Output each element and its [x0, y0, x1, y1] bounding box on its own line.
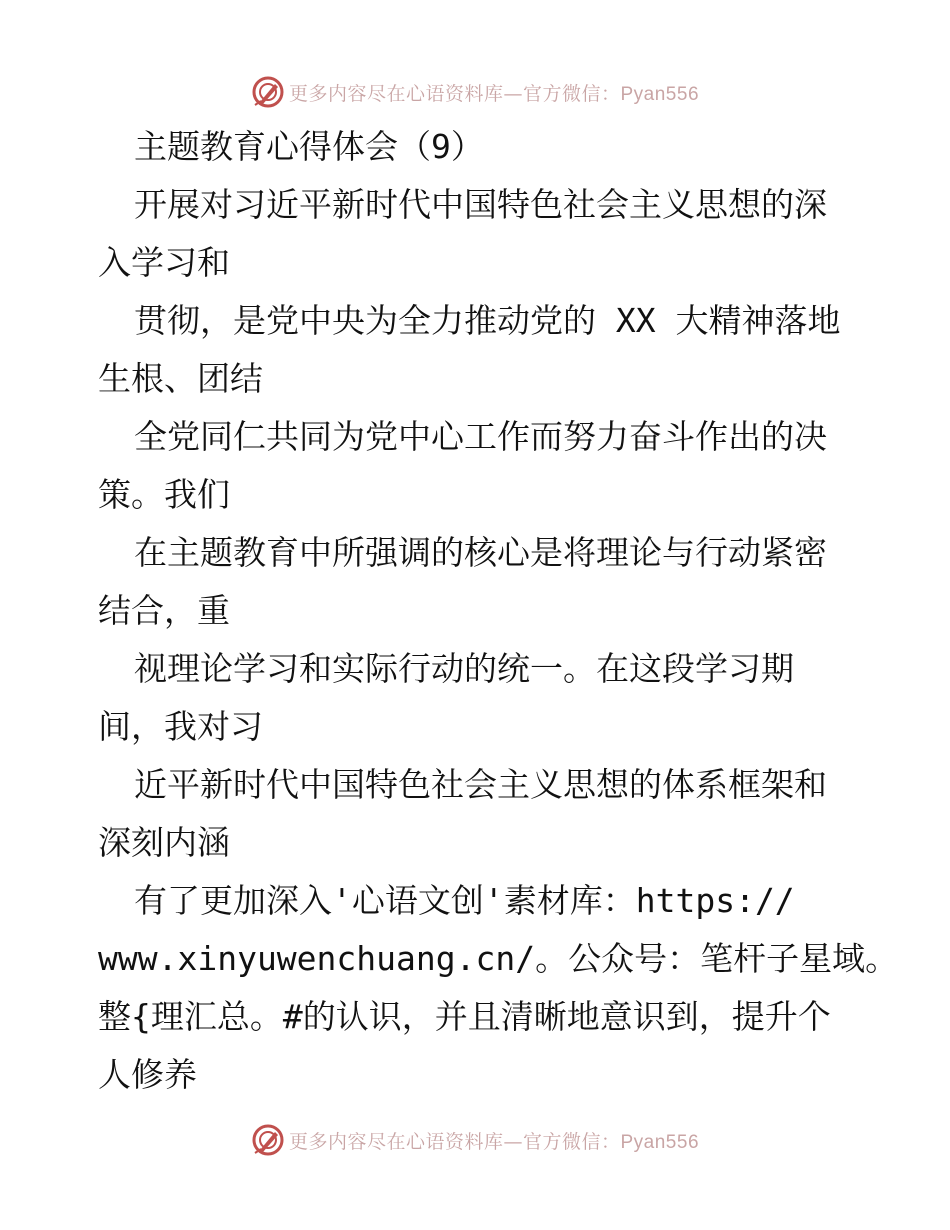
pen-logo-icon [251, 1123, 285, 1157]
paragraph-line: 视理论学习和实际行动的统一。在这段学习期 [134, 649, 794, 688]
paragraph-line: 策。我们 [98, 475, 230, 514]
paragraph-line: 深刻内涵 [98, 823, 230, 862]
paragraph-line: 整{理汇总。#的认识，并且清晰地意识到，提升个 [98, 997, 831, 1036]
paragraph-line: 生根、团结 [98, 359, 263, 398]
paragraph-line: 有了更加深入'心语文创'素材库：https:// [134, 881, 795, 920]
watermark-text: 更多内容尽在心语资料库—官方微信：Pyan556 [288, 82, 700, 105]
paragraph-line: 入学习和 [98, 243, 230, 282]
paragraph-line: 间，我对习 [98, 707, 263, 746]
document-title: 主题教育心得体会（9） [134, 127, 484, 166]
pen-logo-icon [251, 75, 285, 109]
paragraph-line: 全党同仁共同为党中心工作而努力奋斗作出的决 [134, 417, 827, 456]
footer-watermark [0, 1120, 950, 1160]
paragraph-line: 贯彻，是党中央为全力推动党的 XX 大精神落地 [134, 301, 841, 340]
watermark-text: 更多内容尽在心语资料库—官方微信：Pyan556 [288, 1130, 700, 1153]
paragraph-line: 开展对习近平新时代中国特色社会主义思想的深 [134, 185, 827, 224]
paragraph-line: 人修养 [98, 1055, 197, 1094]
document-body [98, 118, 899, 1104]
paragraph-line: www.xinyuwenchuang.cn/。公众号：笔杆子星域。 [98, 939, 899, 978]
header-watermark [0, 72, 950, 112]
paragraph-line: 在主题教育中所强调的核心是将理论与行动紧密 [134, 533, 827, 572]
paragraph-line: 近平新时代中国特色社会主义思想的体系框架和 [134, 765, 827, 804]
paragraph-line: 结合，重 [98, 591, 230, 630]
